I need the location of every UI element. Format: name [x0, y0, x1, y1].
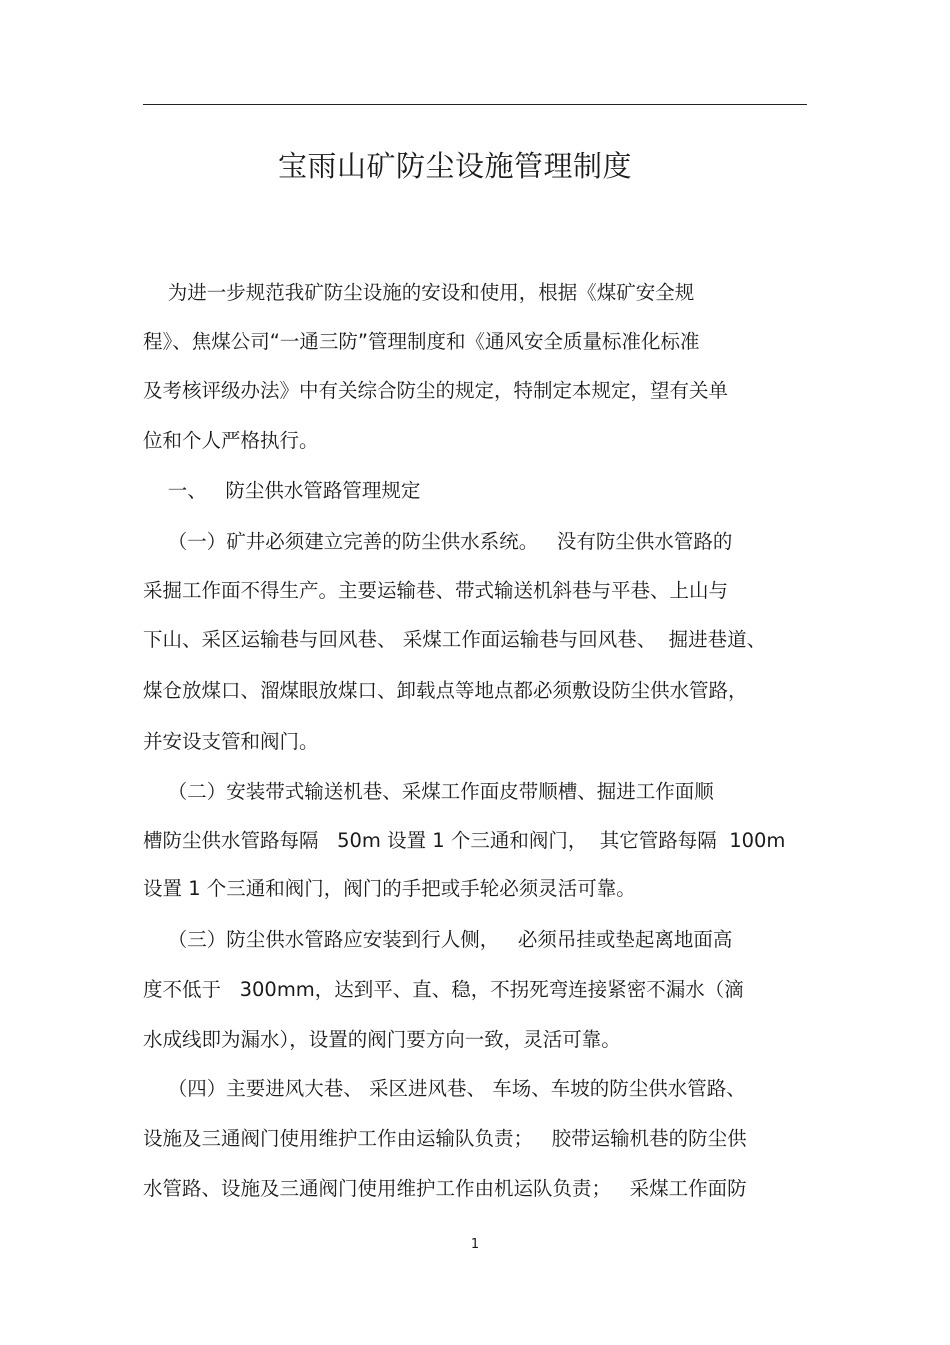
page-number: 1 — [470, 1237, 480, 1252]
body-line: 程》、焦煤公司“一通三防”管理制度和《通风安全质量标准化标准 — [143, 330, 700, 353]
body-line: 水成线即为漏水），设置的阀门要方向一致，灵活可靠。 — [143, 1028, 621, 1051]
body-line: （三）防尘供水管路应安装到行人侧， 必须吊挂或垫起离地面高 — [143, 928, 733, 951]
body-line: 位和个人严格执行。 — [143, 429, 319, 452]
body-line: 度不低于 300mm，达到平、直、稳，不拐死弯连接紧密不漏水（滴 — [143, 978, 744, 1001]
body-line: （一）矿井必须建立完善的防尘供水系统。 没有防尘供水管路的 — [143, 530, 733, 553]
body-line: 及考核评级办法》中有关综合防尘的规定，特制定本规定，望有关单 — [143, 379, 729, 402]
body-line: 设施及三通阀门使用维护工作由运输队负责； 胶带运输机巷的防尘供 — [143, 1127, 747, 1150]
document-title: 宝雨山矿防尘设施管理制度 — [277, 149, 632, 183]
section-heading: 一、 防尘供水管路管理规定 — [143, 479, 421, 502]
body-line: 并安设支管和阀门。 — [143, 730, 319, 753]
body-line: 设置 1 个三通和阀门，阀门的手把或手轮必须灵活可靠。 — [143, 877, 636, 900]
body-line: 下山、采区运输巷与回风巷、 采煤工作面运输巷与回风巷、 掘进巷道、 — [143, 628, 767, 651]
body-line: （二）安装带式输送机巷、采煤工作面皮带顺槽、掘进工作面顺 — [143, 780, 714, 803]
body-line: 水管路、设施及三通阀门使用维护工作由机运队负责； 采煤工作面防 — [143, 1177, 747, 1200]
body-line: 采掘工作面不得生产。主要运输巷、带式输送机斜巷与平巷、上山与 — [143, 579, 729, 602]
body-line: 煤仓放煤口、溜煤眼放煤口、卸载点等地点都必须敷设防尘供水管路， — [143, 679, 748, 702]
body-line: 为进一步规范我矿防尘设施的安设和使用，根据《煤矿安全规 — [143, 281, 695, 304]
body-line: 槽防尘供水管路每隔 50m 设置 1 个三通和阀门， 其它管路每隔 100m — [143, 829, 786, 852]
body-line: （四）主要进风大巷、 采区进风巷、 车场、车坡的防尘供水管路、 — [143, 1077, 746, 1100]
header-rule — [143, 104, 807, 105]
